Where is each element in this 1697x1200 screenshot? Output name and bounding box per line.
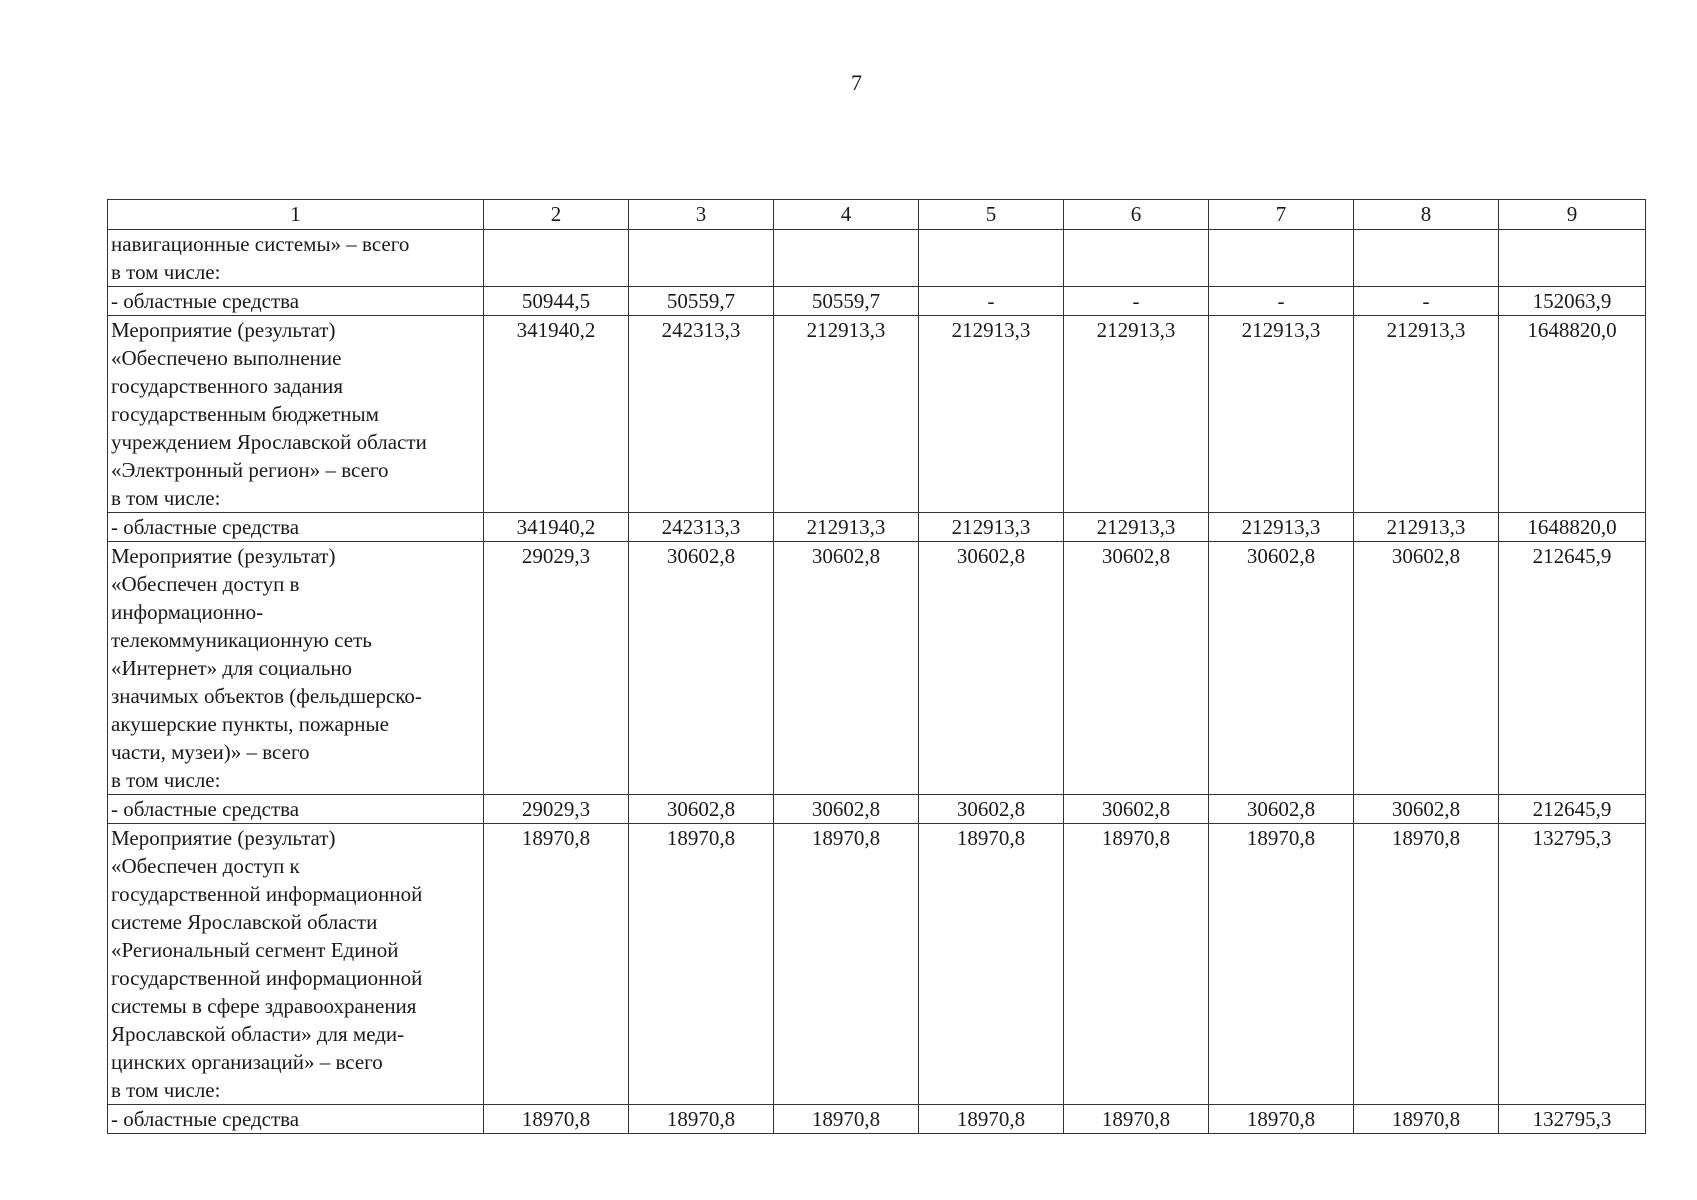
- value-cell: 18970,8: [774, 1105, 919, 1134]
- value-cell: 18970,8: [1354, 1105, 1499, 1134]
- row-label-line: - областные средства: [111, 1107, 300, 1131]
- table-body: [108, 230, 1646, 1134]
- value-cell: 212913,3: [1354, 316, 1499, 513]
- budget-table: [107, 199, 1646, 1134]
- value-cell: 212913,3: [919, 316, 1064, 513]
- row-label-line: - областные средства: [111, 289, 300, 313]
- value-cell: 18970,8: [919, 1105, 1064, 1134]
- column-header: 3: [629, 200, 774, 230]
- regional-funds-row: [108, 287, 1646, 316]
- value-cell: [919, 230, 1064, 287]
- row-label-line: государственной информационной: [111, 966, 423, 990]
- row-label: [108, 824, 484, 1105]
- row-label-line: «Региональный сегмент Единой: [111, 938, 399, 962]
- value-cell: 212645,9: [1499, 542, 1646, 795]
- value-cell: 212913,3: [1064, 316, 1209, 513]
- value-cell: 242313,3: [629, 513, 774, 542]
- row-label: [108, 316, 484, 513]
- value-cell: 18970,8: [484, 1105, 629, 1134]
- value-cell: 18970,8: [1209, 1105, 1354, 1134]
- value-cell: 212913,3: [774, 513, 919, 542]
- value-cell: [1209, 230, 1354, 287]
- value-cell: 1648820,0: [1499, 316, 1646, 513]
- column-header: 6: [1064, 200, 1209, 230]
- value-cell: 18970,8: [484, 824, 629, 1105]
- row-label-line: части, музеи)» – всего: [111, 740, 310, 764]
- row-label-line: в том числе:: [111, 486, 221, 510]
- value-cell: 18970,8: [1064, 1105, 1209, 1134]
- row-label-line: «Обеспечен доступ в: [111, 572, 300, 596]
- value-cell: 30602,8: [1064, 542, 1209, 795]
- row-label: [108, 287, 484, 316]
- value-cell: 30602,8: [1209, 542, 1354, 795]
- activity-row: [108, 824, 1646, 1105]
- row-label-line: учреждением Ярославской области: [111, 430, 427, 454]
- value-cell: 212913,3: [774, 316, 919, 513]
- column-header: 9: [1499, 200, 1646, 230]
- value-cell: 30602,8: [919, 542, 1064, 795]
- value-cell: 341940,2: [484, 316, 629, 513]
- value-cell: 152063,9: [1499, 287, 1646, 316]
- page-number: 7: [851, 70, 862, 95]
- row-label-line: Ярославской области» для меди-: [111, 1022, 405, 1046]
- value-cell: 18970,8: [1354, 824, 1499, 1105]
- value-cell: -: [1354, 287, 1499, 316]
- row-label-line: Мероприятие (результат): [111, 318, 336, 342]
- row-label: [108, 795, 484, 824]
- row-label-line: Мероприятие (результат): [111, 826, 336, 850]
- activity-row: [108, 542, 1646, 795]
- value-cell: 341940,2: [484, 513, 629, 542]
- row-label-line: в том числе:: [111, 1078, 221, 1102]
- value-cell: 30602,8: [1354, 542, 1499, 795]
- value-cell: 30602,8: [629, 542, 774, 795]
- value-cell: 212913,3: [1209, 513, 1354, 542]
- value-cell: [1499, 230, 1646, 287]
- regional-funds-row: [108, 513, 1646, 542]
- column-header: 7: [1209, 200, 1354, 230]
- value-cell: [629, 230, 774, 287]
- value-cell: 212645,9: [1499, 795, 1646, 824]
- value-cell: 29029,3: [484, 542, 629, 795]
- value-cell: 29029,3: [484, 795, 629, 824]
- row-label-line: телекоммуникационную сеть: [111, 628, 372, 652]
- row-label-line: системы в сфере здравоохранения: [111, 994, 417, 1018]
- row-label-line: в том числе:: [111, 768, 221, 792]
- row-label-line: акушерские пункты, пожарные: [111, 712, 389, 736]
- column-number-row: [108, 200, 1646, 230]
- value-cell: 30602,8: [919, 795, 1064, 824]
- value-cell: 18970,8: [1064, 824, 1209, 1105]
- value-cell: 242313,3: [629, 316, 774, 513]
- value-cell: 212913,3: [1354, 513, 1499, 542]
- column-header: 1: [108, 200, 484, 230]
- row-label-line: государственным бюджетным: [111, 402, 379, 426]
- value-cell: 18970,8: [919, 824, 1064, 1105]
- value-cell: 18970,8: [629, 1105, 774, 1134]
- row-label-line: в том числе:: [111, 260, 221, 284]
- row-label-line: информационно-: [111, 600, 264, 624]
- row-label-line: государственного задания: [111, 374, 344, 398]
- value-cell: 18970,8: [629, 824, 774, 1105]
- column-header: 2: [484, 200, 629, 230]
- column-header: 8: [1354, 200, 1499, 230]
- value-cell: 132795,3: [1499, 1105, 1646, 1134]
- value-cell: 212913,3: [919, 513, 1064, 542]
- row-label-line: Мероприятие (результат): [111, 544, 336, 568]
- value-cell: 132795,3: [1499, 824, 1646, 1105]
- value-cell: 212913,3: [1064, 513, 1209, 542]
- regional-funds-row: [108, 795, 1646, 824]
- value-cell: -: [1064, 287, 1209, 316]
- value-cell: 50944,5: [484, 287, 629, 316]
- row-label: [108, 513, 484, 542]
- row-label-line: системе Ярославской области: [111, 910, 378, 934]
- row-label-line: - областные средства: [111, 515, 300, 539]
- value-cell: 30602,8: [1064, 795, 1209, 824]
- row-label-line: «Обеспечено выполнение: [111, 346, 342, 370]
- row-label-line: государственной информационной: [111, 882, 423, 906]
- activity-row: [108, 316, 1646, 513]
- column-header: 5: [919, 200, 1064, 230]
- value-cell: 18970,8: [774, 824, 919, 1105]
- value-cell: 50559,7: [629, 287, 774, 316]
- row-label-line: цинских организаций» – всего: [111, 1050, 383, 1074]
- value-cell: 30602,8: [774, 542, 919, 795]
- value-cell: -: [919, 287, 1064, 316]
- value-cell: 1648820,0: [1499, 513, 1646, 542]
- value-cell: 212913,3: [1209, 316, 1354, 513]
- value-cell: 30602,8: [629, 795, 774, 824]
- row-label-line: - областные средства: [111, 797, 300, 821]
- row-label-line: навигационные системы» – всего: [111, 232, 410, 256]
- value-cell: 30602,8: [1209, 795, 1354, 824]
- row-label: [108, 230, 484, 287]
- value-cell: 30602,8: [1354, 795, 1499, 824]
- value-cell: -: [1209, 287, 1354, 316]
- row-label: [108, 542, 484, 795]
- row-label: [108, 1105, 484, 1134]
- row-label-line: «Электронный регион» – всего: [111, 458, 389, 482]
- row-label-line: значимых объектов (фельдшерско-: [111, 684, 422, 708]
- value-cell: [774, 230, 919, 287]
- value-cell: [1064, 230, 1209, 287]
- value-cell: 30602,8: [774, 795, 919, 824]
- value-cell: 18970,8: [1209, 824, 1354, 1105]
- value-cell: [484, 230, 629, 287]
- regional-funds-row: [108, 1105, 1646, 1134]
- value-cell: 50559,7: [774, 287, 919, 316]
- value-cell: [1354, 230, 1499, 287]
- column-header: 4: [774, 200, 919, 230]
- row-label-line: «Обеспечен доступ к: [111, 854, 300, 878]
- row-label-line: «Интернет» для социально: [111, 656, 353, 680]
- activity-row: [108, 230, 1646, 287]
